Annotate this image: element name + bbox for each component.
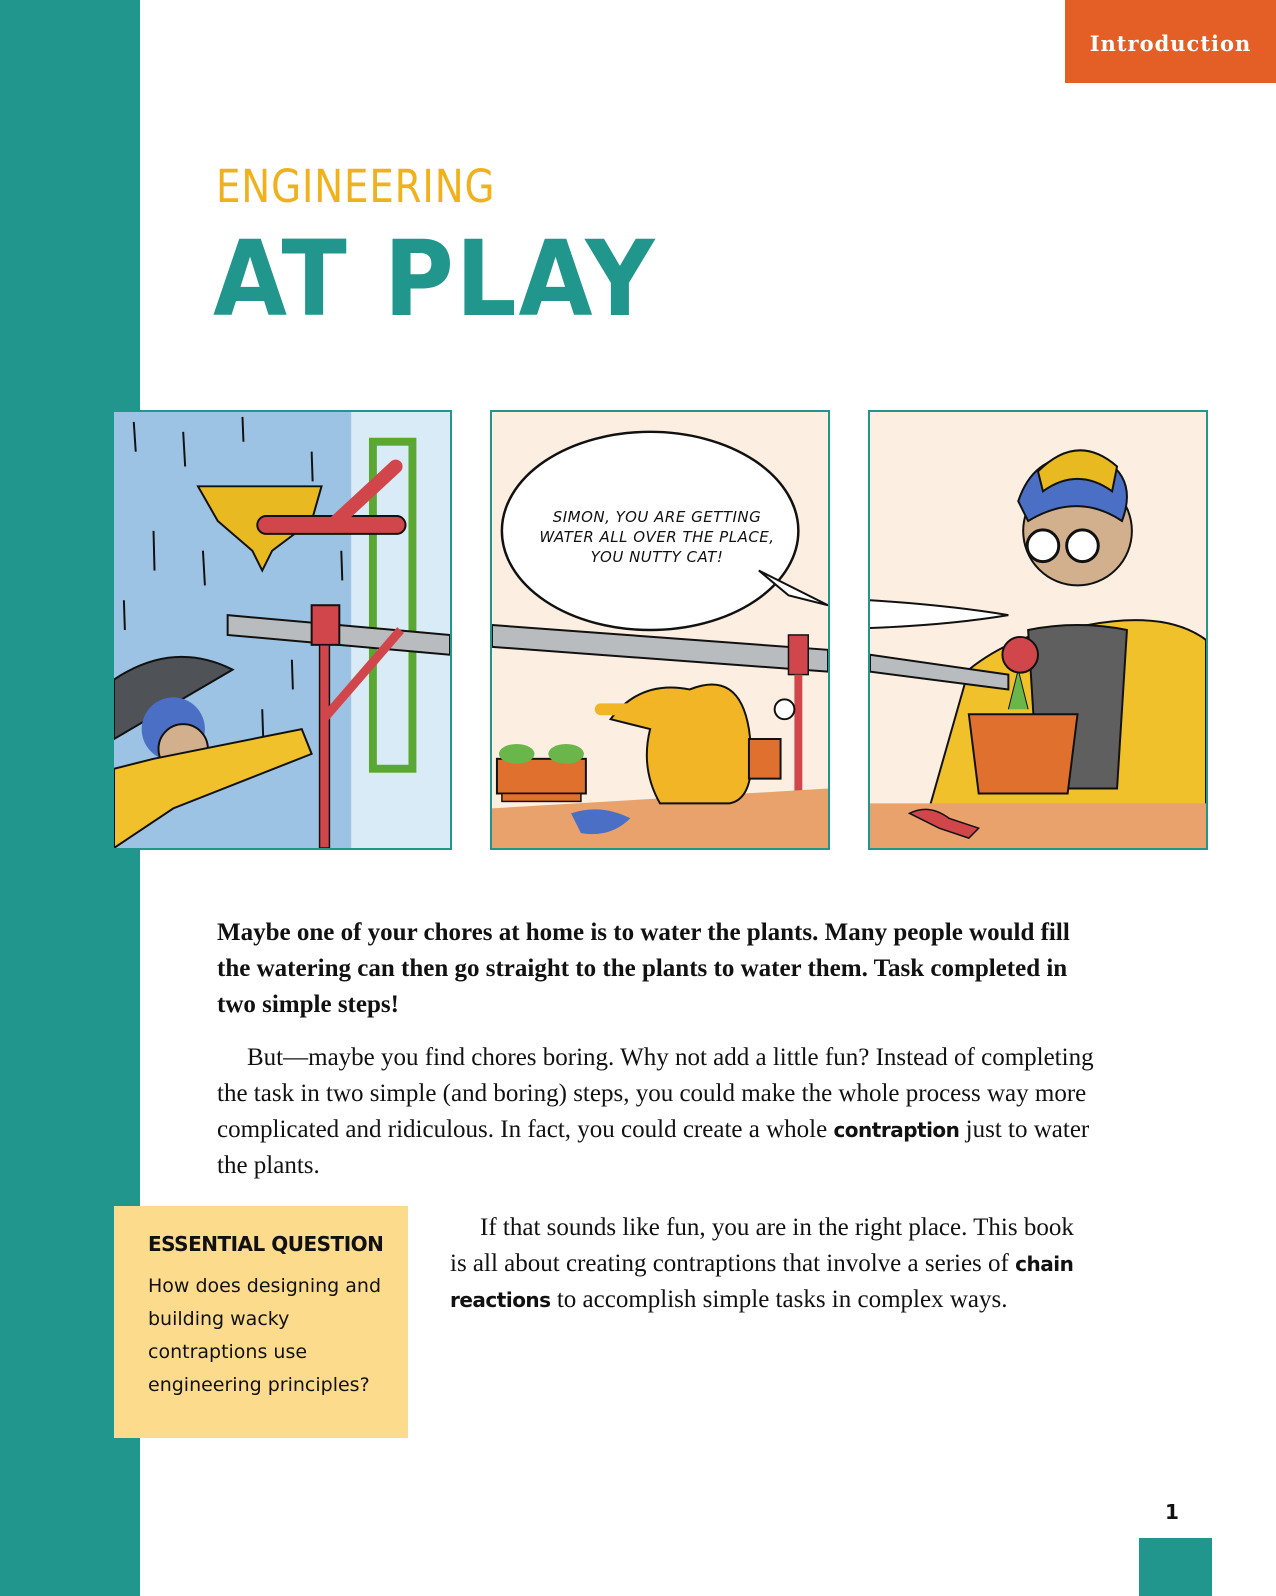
lead-paragraph: Maybe one of your chores at home is to water the plants. Many people would fill the watering can then go straight to the plants to water them. Task completed in two simple steps! bbox=[217, 919, 1070, 1018]
essential-question-box bbox=[114, 1206, 408, 1438]
essential-question-heading: ESSENTIAL QUESTION bbox=[148, 1232, 384, 1256]
comic-panel-2 bbox=[490, 410, 830, 850]
body-paragraph-2-text: If that sounds like fun, you are in the right place. This book is all about creating contraptions that involve a series of bbox=[450, 1214, 1074, 1277]
body-paragraph-1 bbox=[217, 1040, 1097, 1184]
page-number: 1 bbox=[1165, 1500, 1179, 1524]
body-paragraph-1-text: But—maybe you find chores boring. Why not add a little fun? Instead of completing the task in two simple (and boring) steps, you could make the whole process way more complicated and ridiculous. In fact, you could create a whole bbox=[217, 1044, 1094, 1143]
glossary-term-contraption: contraption bbox=[833, 1118, 960, 1142]
essential-question-text: How does designing and building wacky contraptions use engineering principles? bbox=[148, 1275, 382, 1396]
cat-and-plants-illustration bbox=[492, 412, 828, 848]
body-paragraph-2-end: to accomplish simple tasks in complex ways. bbox=[550, 1286, 1008, 1313]
page-number-tab bbox=[1139, 1538, 1212, 1596]
body-paragraph-1-end: just to water the plants. bbox=[217, 1116, 1090, 1179]
chapter-title: AT PLAY bbox=[213, 218, 657, 340]
section-tab: Introduction bbox=[1065, 0, 1276, 83]
speech-bubble-text: SIMON, YOU ARE GETTING WATER ALL OVER THE PLACE, YOU NUTTY CAT! bbox=[539, 508, 775, 566]
watering-flower-illustration bbox=[870, 412, 1206, 848]
rain-contraption-illustration bbox=[114, 412, 450, 848]
chapter-kicker: ENGINEERING bbox=[216, 160, 496, 213]
comic-panel-1 bbox=[112, 410, 452, 850]
glossary-term-chain-reactions: chain reactions bbox=[450, 1252, 1074, 1312]
comic-panel-3 bbox=[868, 410, 1208, 850]
body-paragraph-2 bbox=[450, 1210, 1090, 1318]
